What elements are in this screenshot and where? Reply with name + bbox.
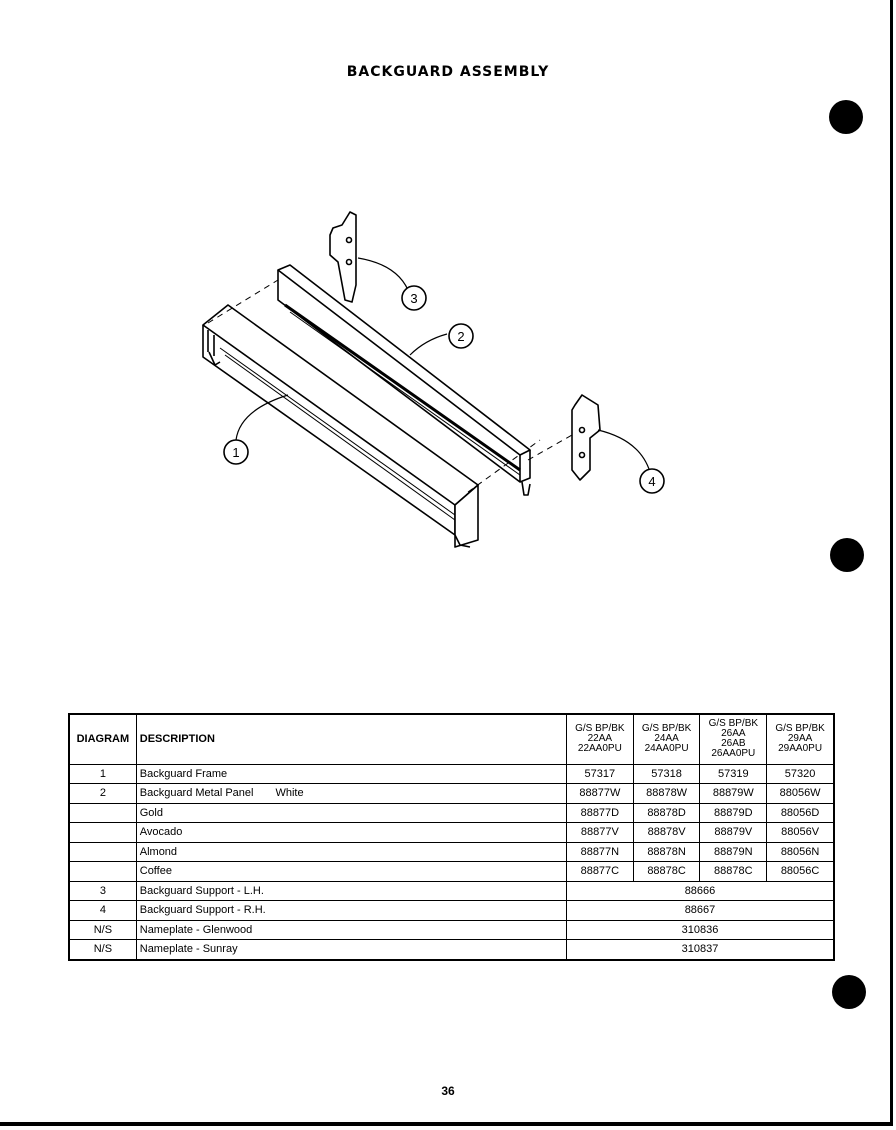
diagram-header: DIAGRAM: [69, 714, 136, 764]
table-row: 2 Backguard Metal Panel White 88877W 88878W 88879W 88056W: [69, 784, 834, 804]
table-row: 1 Backguard Frame 57317 57318 57319 57320: [69, 764, 834, 784]
table-row: Almond 88877N 88878N 88879N 88056N: [69, 842, 834, 862]
right-support-part: [572, 395, 600, 480]
model-header-24aa: G/S BP/BK 24AA 24AA0PU: [633, 714, 700, 764]
table-row: Coffee 88877C 88878C 88878C 88056C: [69, 862, 834, 882]
callout-1-label: 1: [232, 445, 240, 460]
table-row: N/S Nameplate - Sunray 310837: [69, 940, 834, 960]
left-support-part: [330, 212, 356, 302]
table-row: Avocado 88877V 88878V 88879V 88056V: [69, 823, 834, 843]
binder-hole-bottom: [832, 975, 866, 1009]
callout-3-label: 3: [410, 291, 418, 306]
table-row: 3 Backguard Support - L.H. 88666: [69, 881, 834, 901]
page-title: BACKGUARD ASSEMBLY: [346, 64, 550, 80]
model-header-29aa: G/S BP/BK 29AA 29AA0PU: [767, 714, 834, 764]
table-row: Gold 88877D 88878D 88879D 88056D: [69, 803, 834, 823]
callout-2-label: 2: [457, 329, 465, 344]
table-row: N/S Nameplate - Glenwood 310836: [69, 920, 834, 940]
callout-4-label: 4: [648, 474, 656, 489]
header-row: [69, 714, 834, 764]
model-header-22aa: G/S BP/BK 22AA 22AA0PU: [566, 714, 633, 764]
description-header: DESCRIPTION: [136, 714, 566, 764]
page-number: 36: [441, 1084, 455, 1098]
backguard-frame-part: [203, 305, 478, 547]
table-row: 4 Backguard Support - R.H. 88667: [69, 901, 834, 921]
model-header-26aa: G/S BP/BK 26AA 26AB 26AA0PU: [700, 714, 767, 764]
parts-table: [68, 713, 835, 961]
